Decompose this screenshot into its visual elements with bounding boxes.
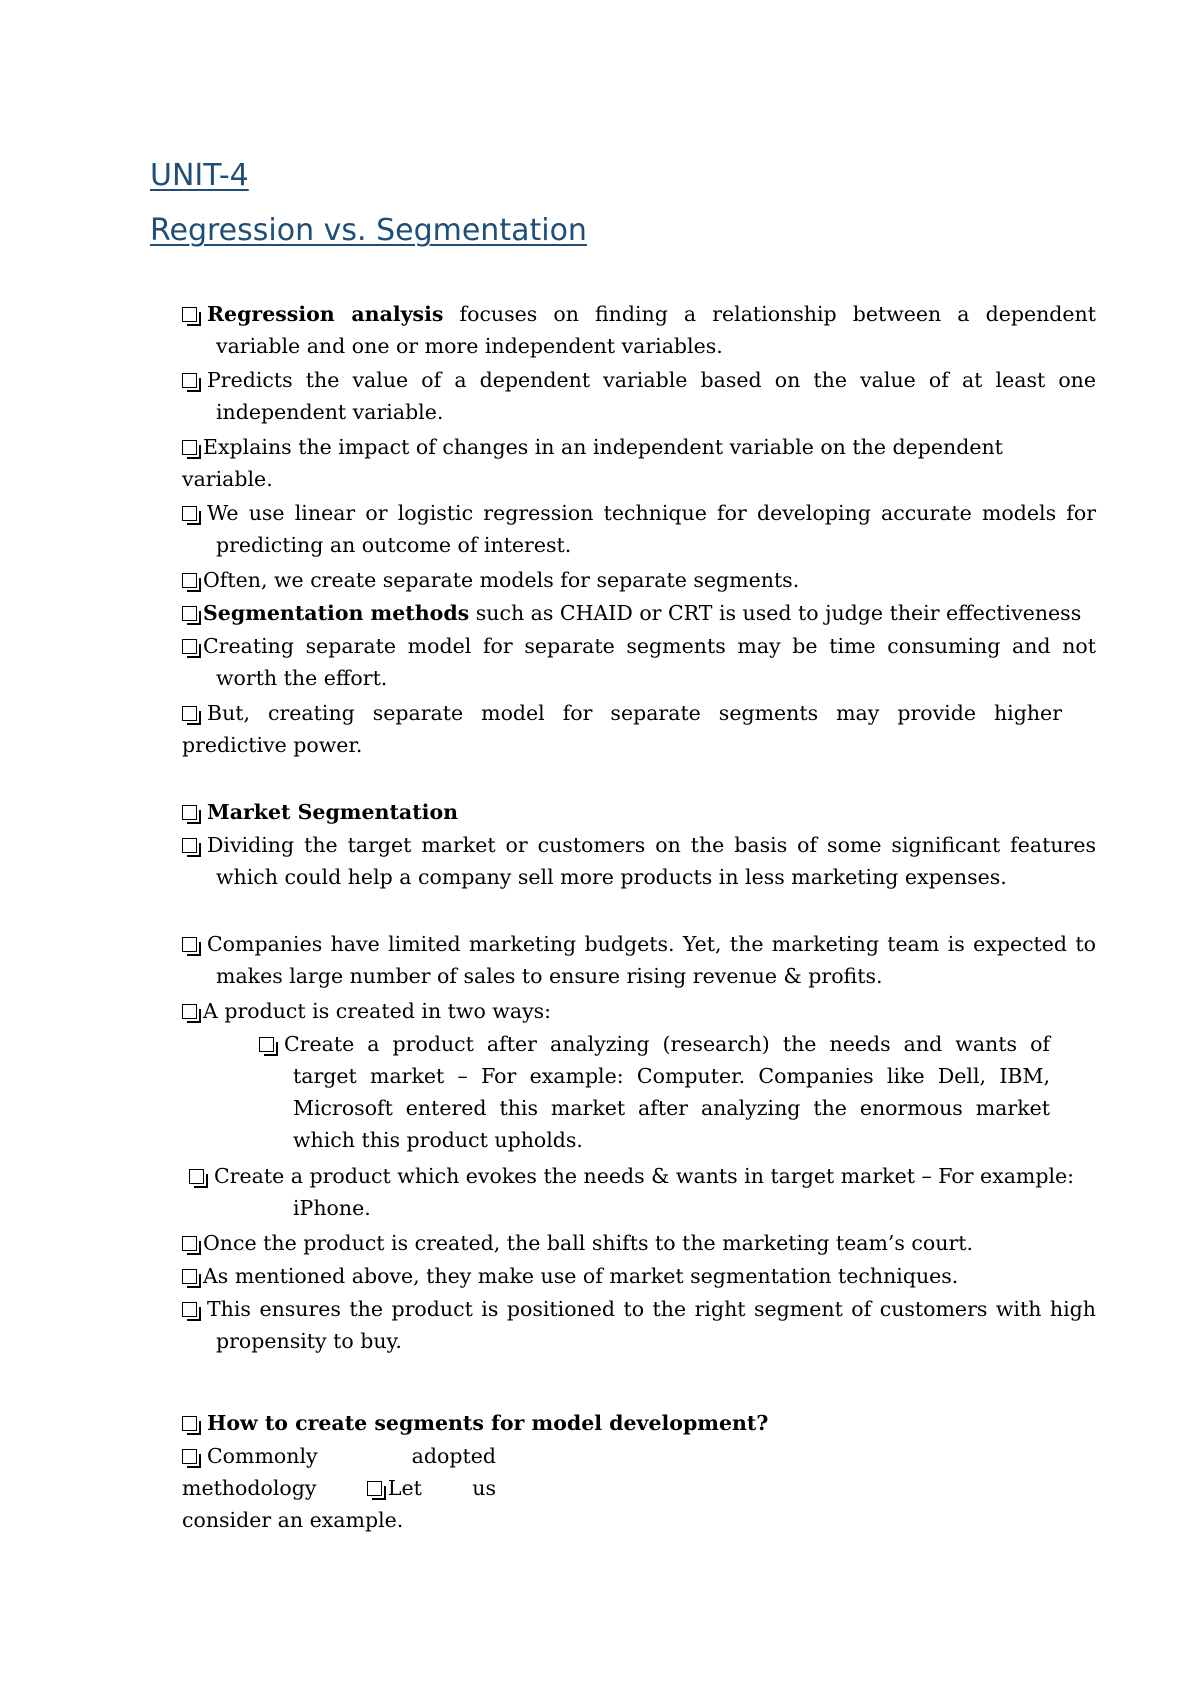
list-item	[182, 497, 1096, 561]
checkbox-icon	[182, 1269, 197, 1284]
checkbox-icon	[182, 506, 197, 521]
checkbox-icon	[182, 1302, 197, 1317]
list-item	[182, 564, 1062, 596]
list-item	[259, 1028, 1050, 1156]
checkbox-icon	[182, 1236, 197, 1251]
item-text: Companies have limited marketing budgets. Yet, the marketing team is expected to makes large number of sales to ensure rising revenue & profits.	[207, 932, 1096, 988]
checkbox-icon	[182, 307, 197, 322]
item-text: As mentioned above, they make use of market segmentation techniques.	[203, 1264, 959, 1288]
list-item	[182, 995, 1062, 1027]
checkbox-icon	[182, 937, 197, 952]
section-label: Market Segmentation	[207, 800, 459, 824]
unit-heading: UNIT-4	[150, 158, 249, 193]
item-text: This ensures the product is positioned to the right segment of customers with high propensity to buy.	[207, 1297, 1096, 1353]
item-text: focuses on finding a relationship between a dependent variable and one or more independent variables.	[216, 302, 1096, 358]
list-item	[182, 928, 1096, 992]
item-text: But, creating separate model for separate segments may provide higher predictive power.	[182, 701, 1062, 757]
list-item	[182, 431, 1082, 495]
item-text: Commonly adopted methodology	[182, 1444, 496, 1500]
item-text: Let us consider an example.	[182, 1476, 496, 1532]
checkbox-icon	[182, 1416, 197, 1431]
section-label: How to create segments for model development?	[207, 1411, 769, 1435]
list-item	[182, 630, 1096, 694]
list-item	[182, 597, 1082, 629]
item-text: Dividing the target market or customers on the basis of some significant features which could help a company sell more products in less marketing expenses.	[207, 833, 1096, 889]
checkbox-icon	[182, 440, 197, 455]
checkbox-icon	[182, 639, 197, 654]
item-text: Create a product which evokes the needs & wants in target market – For example: iPhone.	[214, 1164, 1075, 1220]
bold-term: Regression analysis	[207, 302, 444, 326]
item-text: Explains the impact of changes in an independent variable on the dependent variable.	[182, 435, 1003, 491]
checkbox-icon	[182, 805, 197, 820]
checkbox-icon	[182, 838, 197, 853]
item-text: Creating separate model for separate segments may be time consuming and not worth the effort.	[203, 634, 1096, 690]
checkbox-icon	[182, 373, 197, 388]
list-item	[182, 364, 1096, 428]
list-item	[182, 829, 1096, 893]
checkbox-icon	[182, 1004, 197, 1019]
checkbox-icon	[189, 1169, 204, 1184]
bold-term: Segmentation methods	[203, 601, 470, 625]
list-item	[182, 298, 1096, 362]
item-text: A product is created in two ways:	[203, 999, 552, 1023]
item-text: Create a product after analyzing (research) the needs and wants of target market – For example: Computer. Companies like Dell, IBM, Microsoft entered this market after analyzing the enormous market which this product upholds.	[284, 1032, 1050, 1152]
list-item	[182, 796, 1062, 828]
list-item	[182, 1227, 1082, 1259]
checkbox-icon	[182, 573, 197, 588]
list-item	[182, 1260, 1082, 1292]
page-title: Regression vs. Segmentation	[150, 213, 587, 248]
checkbox-icon	[182, 706, 197, 721]
checkbox-icon	[367, 1481, 382, 1496]
list-item	[182, 1293, 1096, 1357]
checkbox-icon	[182, 1449, 197, 1464]
list-item	[189, 1160, 1143, 1224]
list-item	[182, 1407, 1082, 1439]
checkbox-icon	[182, 606, 197, 621]
item-text: Predicts the value of a dependent variable based on the value of at least one independent variable.	[207, 368, 1096, 424]
item-text: Once the product is created, the ball shifts to the marketing team’s court.	[203, 1231, 974, 1255]
checkbox-icon	[259, 1037, 274, 1052]
item-text: such as CHAID or CRT is used to judge their effectiveness	[475, 601, 1082, 625]
list-item	[182, 1440, 496, 1536]
list-item	[182, 697, 1062, 761]
item-text: Often, we create separate models for separate segments.	[203, 568, 800, 592]
item-text: We use linear or logistic regression technique for developing accurate models for predicting an outcome of interest.	[207, 501, 1096, 557]
